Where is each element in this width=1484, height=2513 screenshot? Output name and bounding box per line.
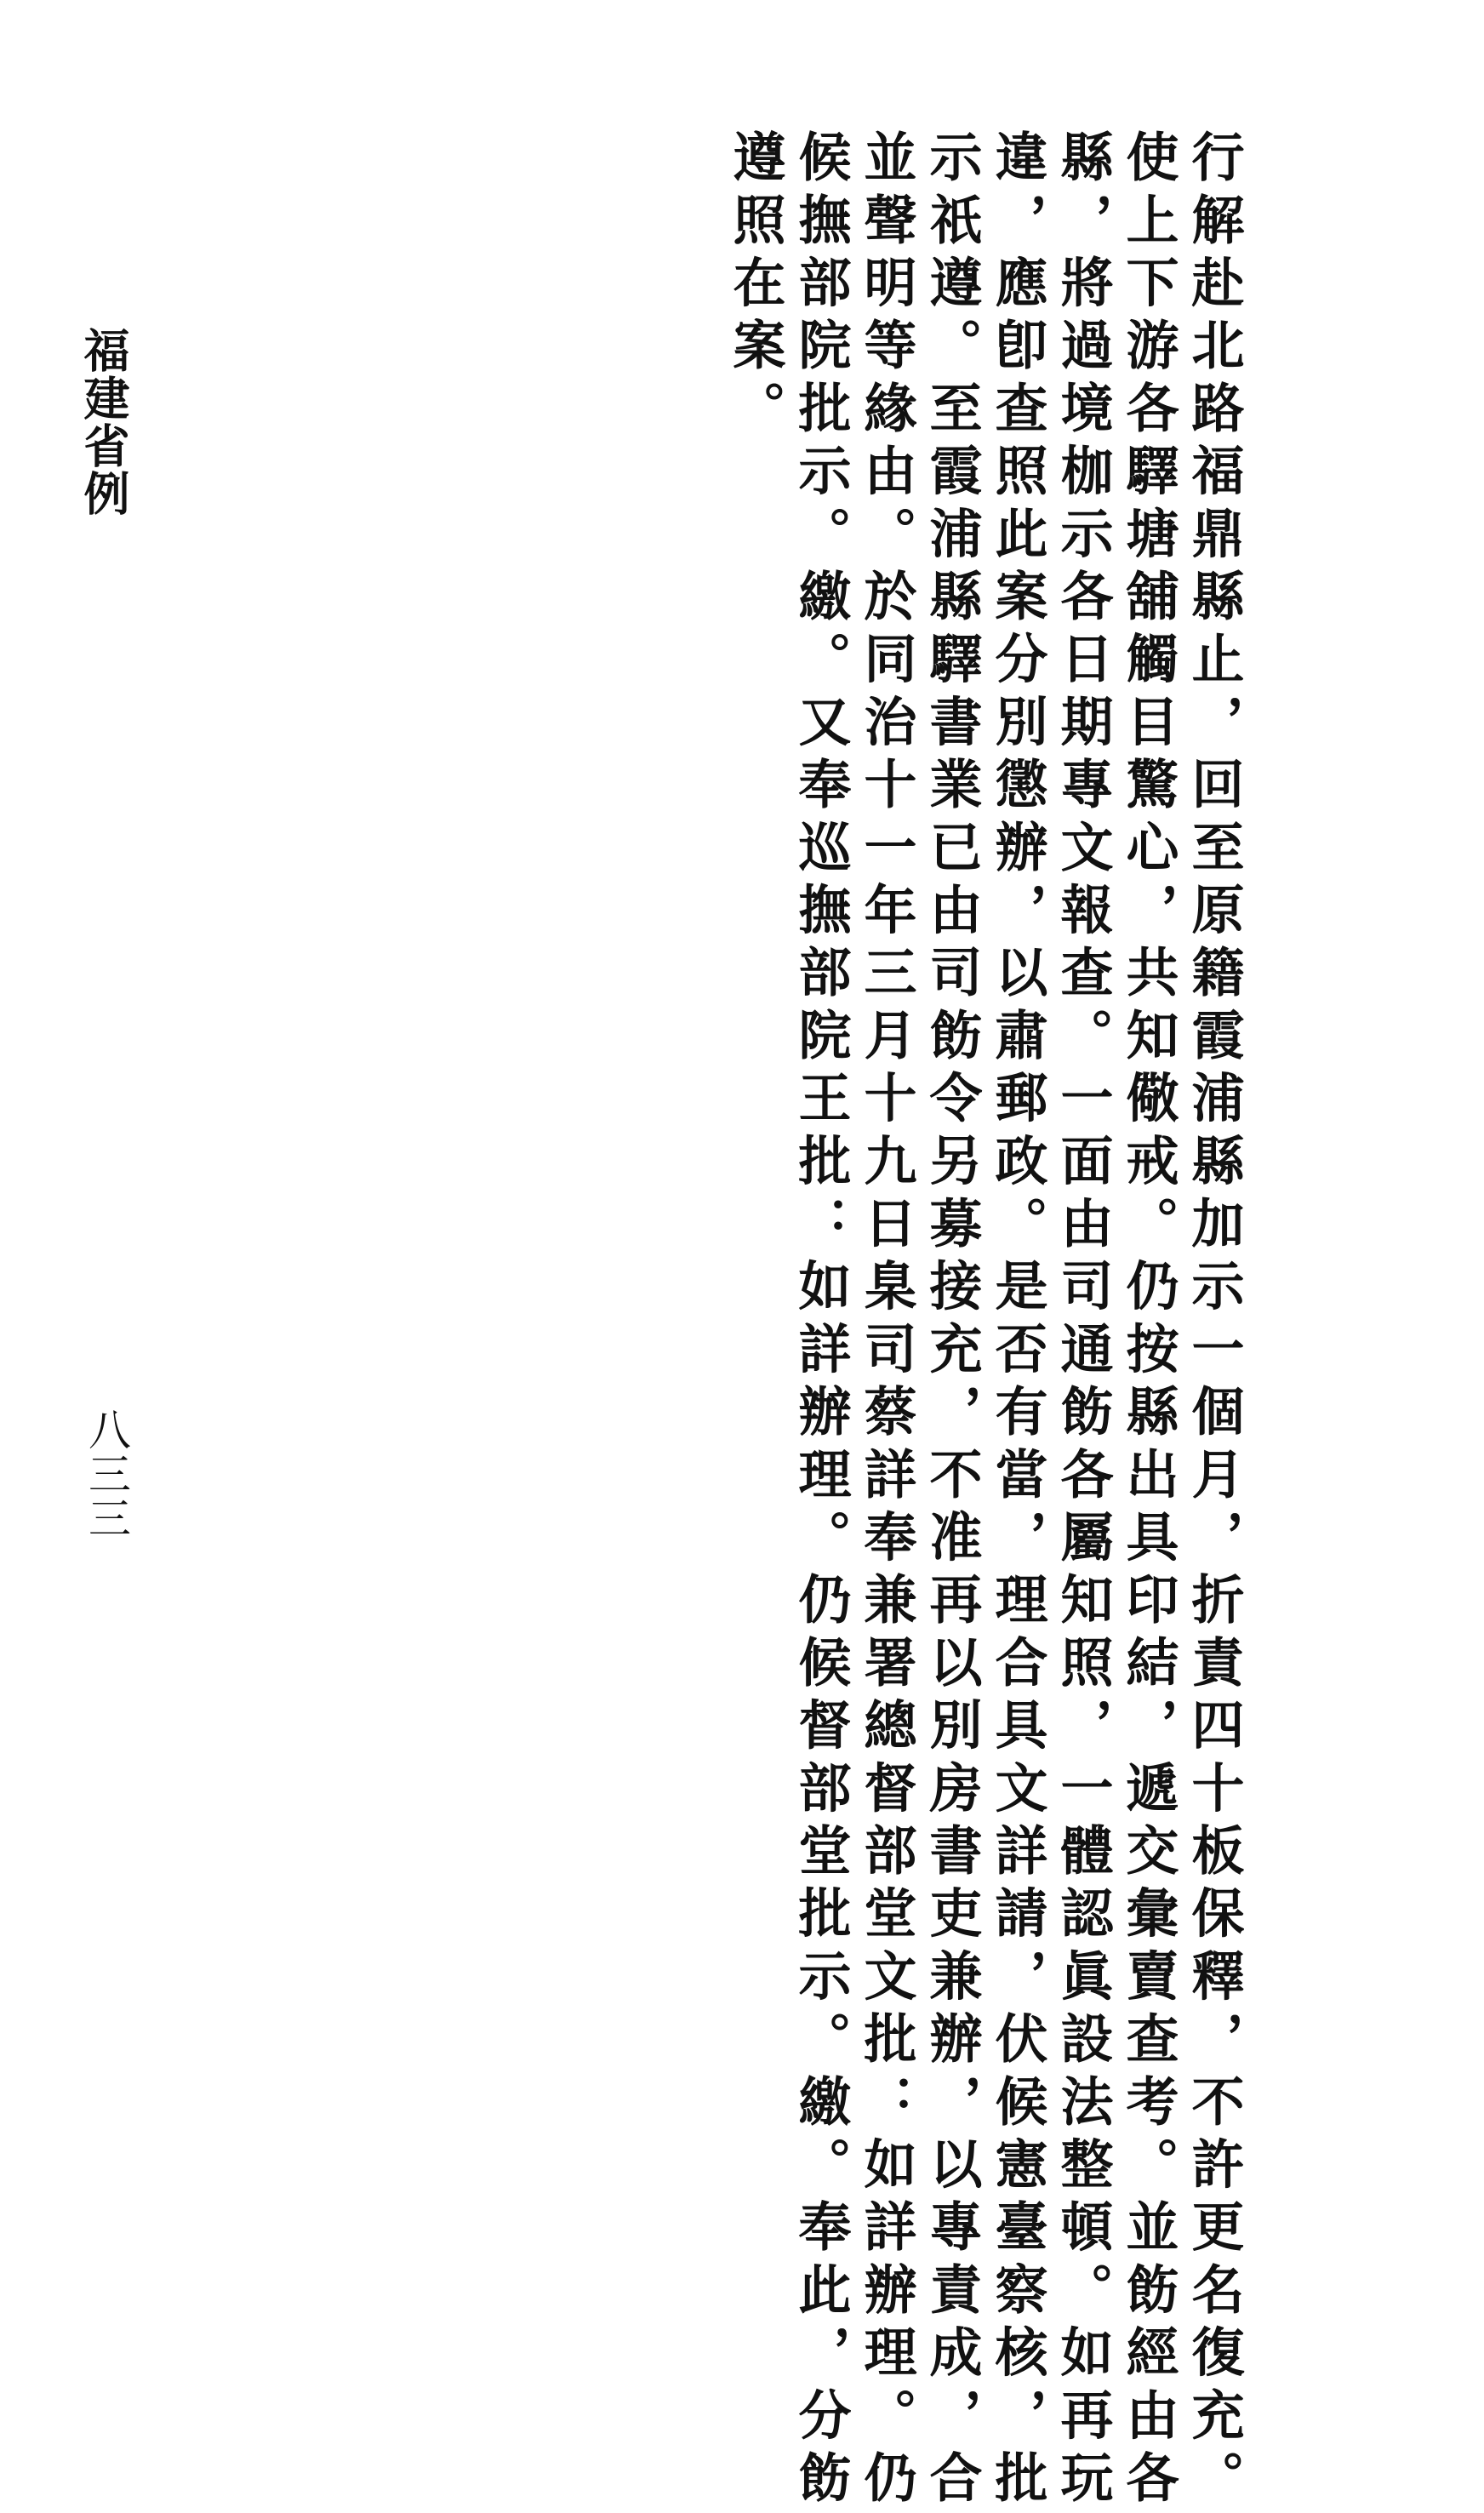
text-column-2: 使上下游各驛塘舖觸目驚心，共知儆戒。仍按縣出具印結，遞交彙賣查考。並飭經由各 [1117,129,1179,2513]
text-column-5: 示祇遵。至霞浦縣驛書業已由司飭令另募接充，不准再以別房書吏兼辦，以專責成，合 [921,129,983,2513]
text-column-8: 遵照在案。 [724,129,786,443]
text-column-7: 候撫部院批示。繳。又奉巡撫部院王批：如詳辦理。仍候督部堂批示。繳。奉此，分飭 [790,129,852,2513]
text-column-6: 並聲明等緣由。於同治十一年三月十九日臬司蔡詳奉兼署總督部堂文批：如詳辦理。仍 [855,129,917,2513]
page-number: 八三三 [82,1408,131,1540]
text-column-3: 縣，將過境枷示各日期專文報查。一面由司通飭各屬知照，一體認眞設法整頓。如再玩 [1052,129,1114,2513]
text-column-1: 行解赴北路福鼎縣止，回至原籍霞浦縣加示一個月，折責四十板保釋，不許更名復充。 [1183,129,1245,2513]
text-column-4: 違，應卽查照此案分別懲辦，以肅郵政。是否有當，理合具文詳請，伏候憲臺察核，批 [986,129,1048,2513]
book-title: 福建省例 [77,327,131,517]
